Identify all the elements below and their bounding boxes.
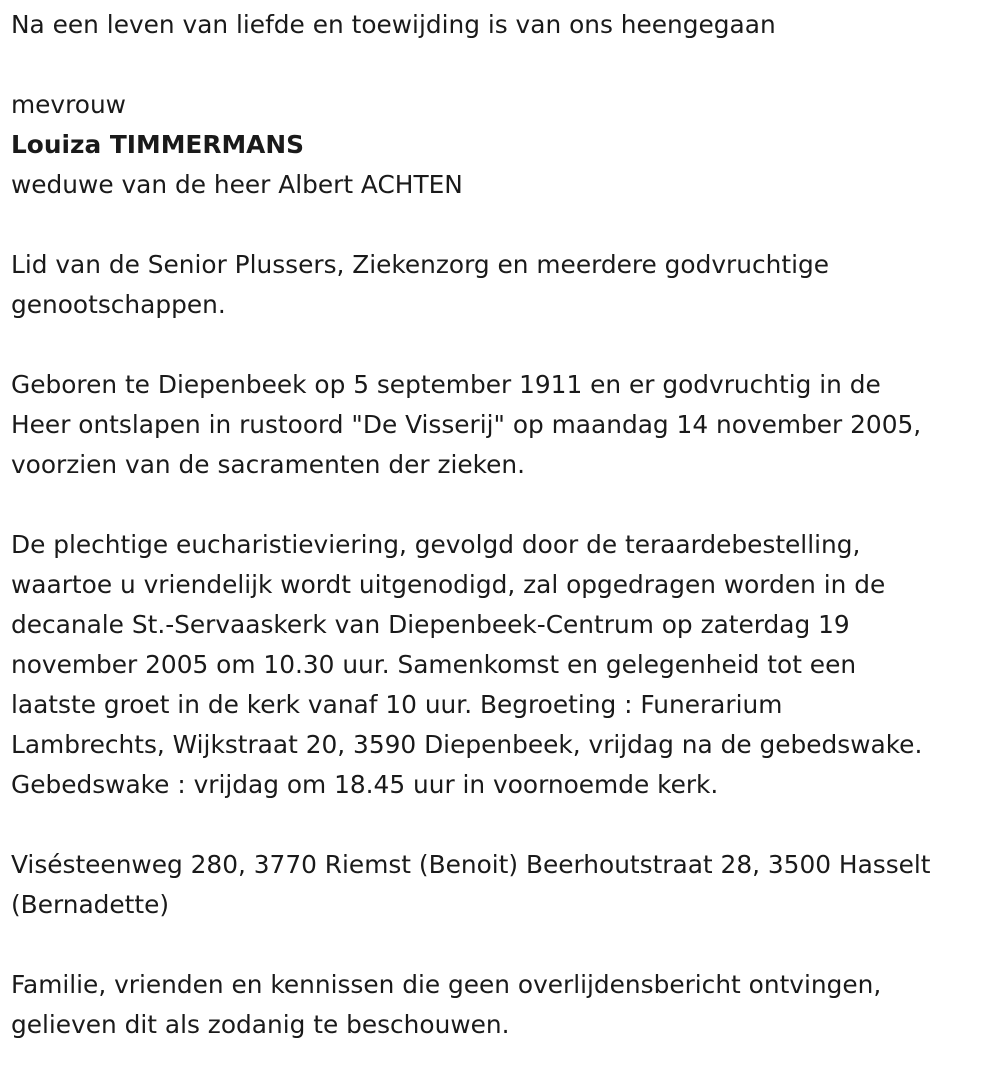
text-line: Heer ontslapen in rustoord "De Visserij" op maandag 14 november 2005, [11, 410, 922, 439]
text-line: waartoe u vriendelijk wordt uitgenodigd, zal opgedragen worden in de [11, 570, 886, 599]
intro-line: Na een leven van liefde en toewijding is van ons heengegaan [11, 10, 776, 39]
spacer [11, 485, 996, 525]
text-line: voorzien van de sacramenten der zieken. [11, 450, 526, 479]
text-line: De plechtige eucharistieviering, gevolgd door de teraardebestelling, [11, 530, 861, 559]
membership-paragraph [11, 245, 996, 325]
spacer [11, 205, 996, 245]
text-line: november 2005 om 10.30 uur. Samenkomst en gelegenheid tot een [11, 650, 857, 679]
text-line: laatste groet in de kerk vanaf 10 uur. Begroeting : Funerarium [11, 690, 783, 719]
spacer [11, 805, 996, 845]
deceased-name: Louiza TIMMERMANS [11, 130, 304, 159]
birth-death-paragraph [11, 365, 996, 485]
text-line: decanale St.-Servaaskerk van Diepenbeek-Centrum op zaterdag 19 [11, 610, 850, 639]
spacer [11, 925, 996, 965]
text-line: Visésteenweg 280, 3770 Riemst (Benoit) Beerhoutstraat 28, 3500 Hasselt [11, 850, 931, 879]
text-line: Lambrechts, Wijkstraat 20, 3590 Diepenbeek, vrijdag na de gebedswake. [11, 730, 923, 759]
spacer [11, 325, 996, 365]
text-line: (Bernadette) [11, 890, 170, 919]
text-line: Gebedswake : vrijdag om 18.45 uur in voornoemde kerk. [11, 770, 719, 799]
obituary-text [11, 5, 996, 1045]
text-line: Lid van de Senior Plussers, Ziekenzorg en meerdere godvruchtige [11, 250, 829, 279]
text-line: gelieven dit als zodanig te beschouwen. [11, 1010, 510, 1039]
text-line: genootschappen. [11, 290, 226, 319]
spacer [11, 45, 996, 85]
ceremony-paragraph [11, 525, 996, 805]
text-line: Familie, vrienden en kennissen die geen overlijdensbericht ontvingen, [11, 970, 882, 999]
addresses-paragraph [11, 845, 996, 925]
text-line: Geboren te Diepenbeek op 5 september 1911 en er godvruchtig in de [11, 370, 881, 399]
closing-paragraph [11, 965, 996, 1045]
title-prefix: mevrouw [11, 90, 126, 119]
spouse-line: weduwe van de heer Albert ACHTEN [11, 170, 463, 199]
